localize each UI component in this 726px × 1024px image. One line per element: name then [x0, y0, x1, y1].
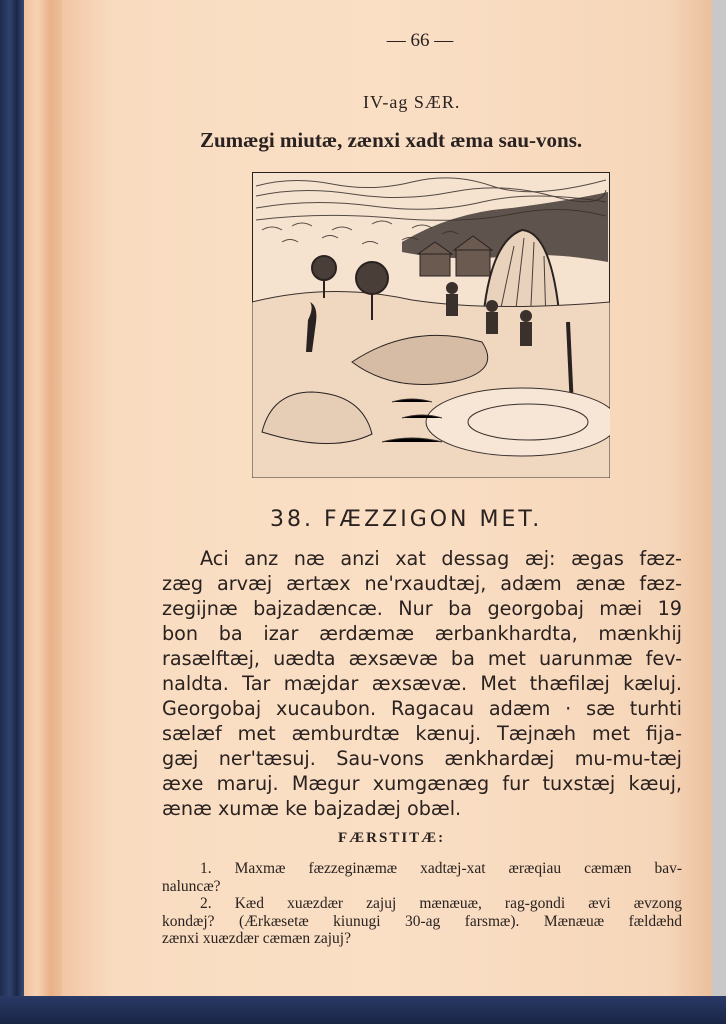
story-body — [162, 546, 682, 821]
question-line: 1. Maxmæ fæzzeginæmæ xadtæj-xat æræqiau cæmæn bav- — [200, 860, 682, 877]
scan-background-right — [712, 0, 726, 1000]
story-title: 38. FÆZZIGON MET. — [270, 507, 543, 532]
page-number: — 66 — — [386, 30, 454, 51]
body-line: Georgobaj xucaubon. Ragacau adæm · sæ turhti — [162, 697, 682, 720]
body-line: gæj ner'tæsuj. Sau-vons ænkhardæj mu-mu-tæj — [162, 747, 682, 770]
body-line: naldta. Tar mæjdar æxsævæ. Met thæfilæj kæluj. — [162, 672, 682, 695]
book-binding — [0, 0, 24, 1024]
harvest-illustration — [252, 172, 610, 478]
question-line: zænxi xuæzdær cæmæn zajuj? — [162, 930, 351, 947]
body-line: sælæf met æmburdtæ kænuj. Tæjnæh met fija- — [162, 722, 682, 745]
book-cover-bottom — [0, 996, 726, 1024]
question-line: naluncæ? — [162, 877, 221, 895]
body-line: rasælftæj, uædta æxsævæ ba met uarunmæ fev- — [162, 647, 682, 670]
questions-list — [162, 860, 682, 948]
section-label: IV-ag SÆR. — [363, 92, 461, 112]
body-line: Aci anz næ anzi xat dessag æj: ægas fæz- — [200, 547, 682, 570]
question-line: 2. Kæd xuæzdær zajuj mænæuæ, rag-gondi ævi ævzong — [200, 895, 682, 912]
body-line: ænæ xumæ ke bajzadæj obæl. — [162, 797, 462, 820]
body-line: bon ba izar ærdæmæ ærbankhardta, mænkhij — [162, 622, 682, 645]
body-line: zegijnæ bajzadæncæ. Nur ba georgobaj mæi 19 — [162, 597, 682, 620]
chapter-title: Zumægi miutæ, zænxi xadt æma sau-vons. — [200, 128, 583, 152]
question-line: kondæj? (Ærkæsetæ kiunugi 30-ag farsmæ). Mænæuæ fældæhd — [162, 912, 682, 930]
body-line: zæg arvæj ærtæx ne'rxaudtæj, adæm ænæ fæz- — [162, 572, 682, 595]
body-line: æxe maruj. Mægur xumgænæg fur tuxstæj kæuj, — [162, 772, 682, 795]
questions-heading: FÆRSTITÆ: — [338, 830, 446, 846]
